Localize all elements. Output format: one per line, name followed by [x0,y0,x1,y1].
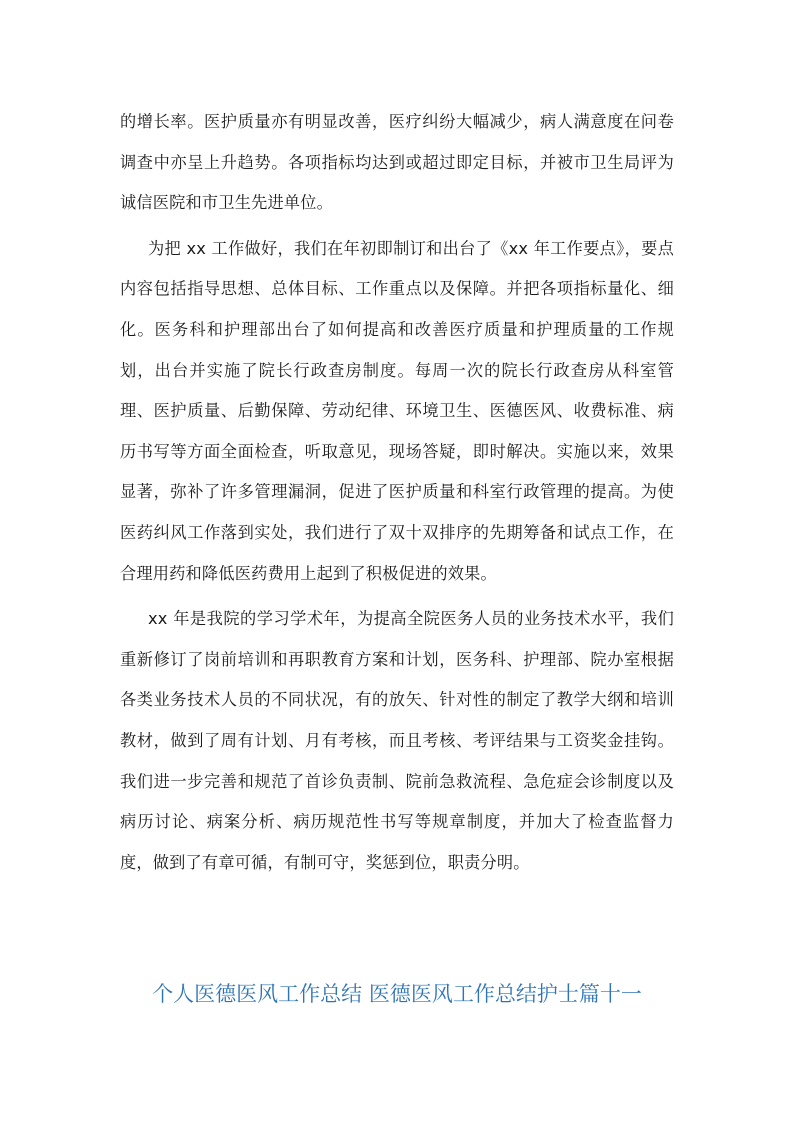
document-body [120,102,674,883]
section-heading: 个人医德医风工作总结 医德医风工作总结护士篇十一 [152,982,642,1006]
paragraph-work-plan: 为把 xx 工作做好，我们在年初即制订和出台了《xx 年工作要点》，要点内容包括指导思想、总体目标、工作重点以及保障。并把各项指标量化、细化。医务科和护理部出台了如何提高和改善医疗质量和护理质量的工作规划，出台并实施了院长行政查房制度。每周一次的院长行政查房从科室管理、医护质量、后勤保障、劳动纪律、环境卫生、医德医风、收费标准、病历书写等方面全面检查，听取意见，现场答疑，即时解决。实施以来，效果显著，弥补了许多管理漏洞，促进了医护质量和科室行政管理的提高。为使医药纠风工作落到实处，我们进行了双十双排序的先期筹备和试点工作，在合理用药和降低医药费用上起到了积极促进的效果。 [120,238,674,583]
paragraph-academic-year: xx 年是我院的学习学术年，为提高全院医务人员的业务技术水平，我们重新修订了岗前培训和再职教育方案和计划，医务科、护理部、院办室根据各类业务技术人员的不同状况，有的放矢、针对性的制定了教学大纲和培训教材，做到了周有计划、月有考核，而且考核、考评结果与工资奖金挂钩。我们进一步完善和规范了首诊负责制、院前急救流程、急危症会诊制度以及病历讨论、病案分析、病历规范性书写等规章制度，并加大了检查监督力度，做到了有章可循，有制可守，奖惩到位，职责分明。 [120,609,674,872]
paragraph-continuation: 的增长率。医护质量亦有明显改善，医疗纠纷大幅减少，病人满意度在问卷调查中亦呈上升趋势。各项指标均达到或超过即定目标，并被市卫生局评为诚信医院和市卫生先进单位。 [120,112,674,213]
